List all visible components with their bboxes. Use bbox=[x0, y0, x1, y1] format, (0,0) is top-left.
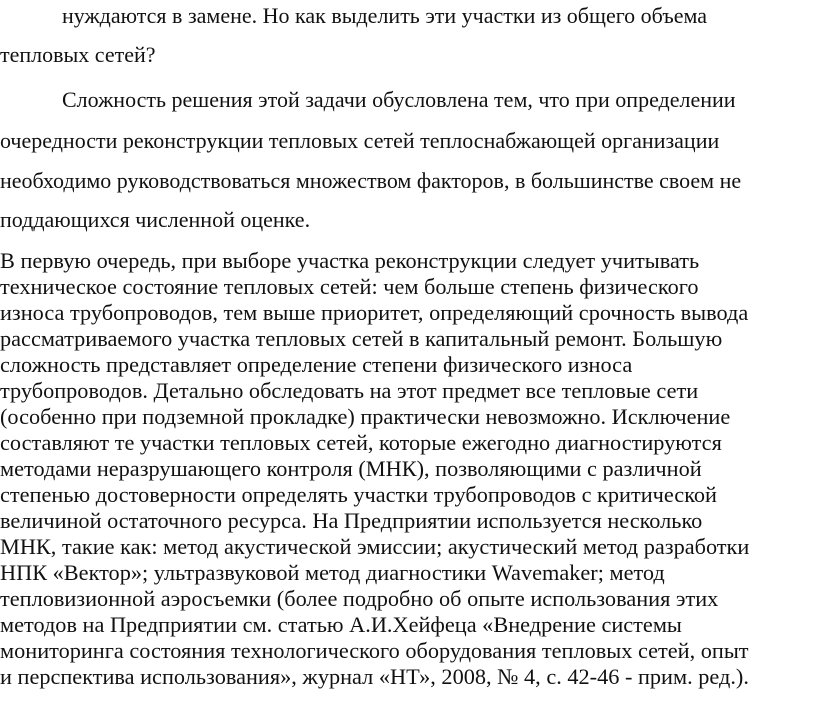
text-line: МНК, такие как: метод акустической эмиссии; акустический метод разработки bbox=[0, 534, 750, 559]
text-line: поддающихся численной оценке. bbox=[0, 207, 311, 232]
text-line: необходимо руководствоваться множеством факторов, в большинстве своем не bbox=[0, 168, 742, 193]
text-line: износа трубопроводов, тем выше приоритет, определяющий срочность вывода bbox=[0, 300, 749, 325]
text-line: техническое состояние тепловых сетей: чем больше степень физического bbox=[0, 274, 699, 299]
text-line: (особенно при подземной прокладке) практически невозможно. Исключение bbox=[0, 404, 731, 429]
text-line: составляют те участки тепловых сетей, которые ежегодно диагностируются bbox=[0, 430, 722, 455]
text-line: рассматриваемого участка тепловых сетей в капитальный ремонт. Большую bbox=[0, 326, 723, 351]
text-line: величиной остаточного ресурса. На Предприятии используется несколько bbox=[0, 508, 703, 533]
text-line: и перспектива использования», журнал «НТ», 2008, № 4, с. 42-46 - прим. ред.). bbox=[0, 664, 749, 689]
text-line: методами неразрушающего контроля (МНК), позволяющими с различной bbox=[0, 456, 702, 481]
text-line: очередности реконструкции тепловых сетей теплоснабжающей организации bbox=[0, 128, 720, 153]
text-line: нуждаются в замене. Но как выделить эти участки из общего объема bbox=[62, 3, 708, 28]
text-line: трубопроводов. Детально обследовать на этот предмет все тепловые сети bbox=[0, 378, 699, 403]
text-line: Сложность решения этой задачи обусловлена тем, что при определении bbox=[62, 87, 736, 112]
text-line: В первую очередь, при выборе участка реконструкции следует учитывать bbox=[0, 248, 700, 273]
text-line: методов на Предприятии см. статью А.И.Хейфеца «Внедрение системы bbox=[0, 612, 682, 637]
text-line: сложность представляет определение степени физического износа bbox=[0, 352, 633, 377]
text-line: тепловизионной аэросъемки (более подробно об опыте использования этих bbox=[0, 586, 719, 611]
text-line: НПК «Вектор»; ультразвуковой метод диагностики Wavemaker; метод bbox=[0, 560, 665, 585]
text-line: мониторинга состояния технологического оборудования тепловых сетей, опыт bbox=[0, 638, 749, 663]
text-line: тепловых сетей? bbox=[0, 42, 156, 67]
text-line: степенью достоверности определять участки трубопроводов с критической bbox=[0, 482, 717, 507]
